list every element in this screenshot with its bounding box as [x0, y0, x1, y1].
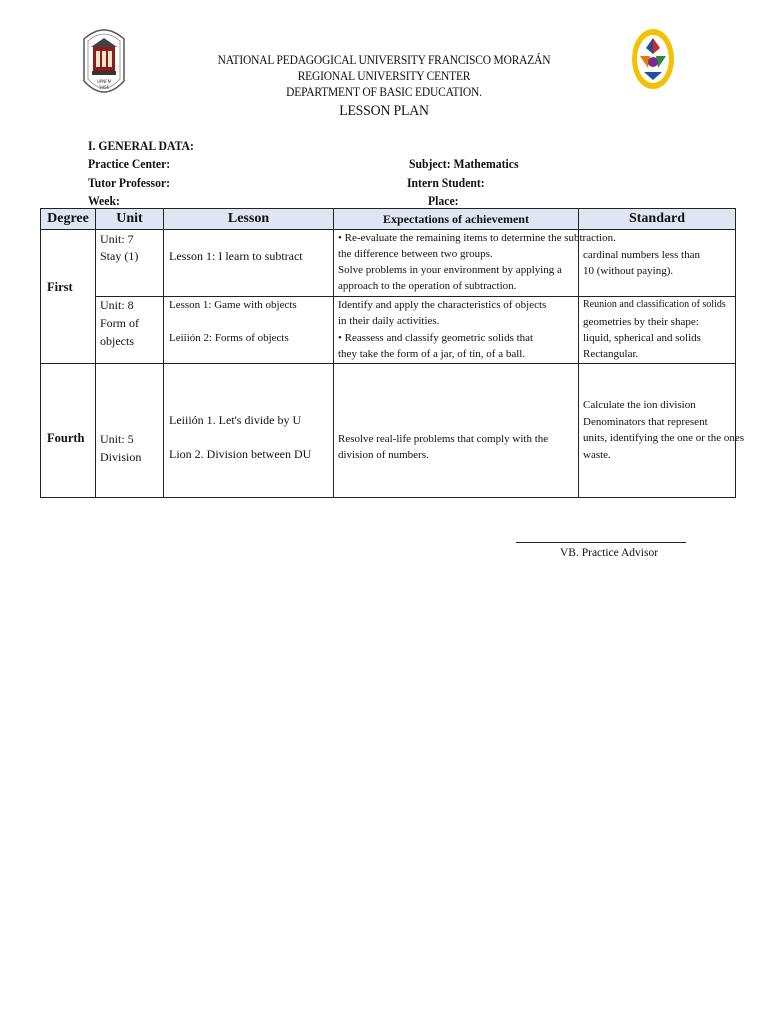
lesson-cell	[164, 230, 334, 297]
unit-text: Form of	[100, 316, 139, 330]
lesson-text: Lesson 1: I learn to subtract	[169, 249, 303, 263]
header-expectations: Expectations of achievement	[334, 209, 579, 230]
expectation-text: in their daily activities.	[338, 315, 440, 327]
expectation-text: Solve problems in your environment by applying a	[338, 264, 562, 276]
degree-cell-fourth	[41, 364, 96, 498]
department-name: DEPARTMENT OF BASIC EDUCATION.	[286, 85, 482, 99]
header-unit: Unit	[96, 209, 164, 230]
standard-text: units, identifying the one or the ones	[583, 432, 744, 444]
general-data-heading: I. GENERAL DATA:	[88, 138, 194, 153]
intern-student-label: Intern Student:	[407, 175, 485, 190]
place-label: Place:	[428, 193, 459, 208]
expectation-text: the difference between two groups.	[338, 248, 493, 260]
unit-text: Stay (1)	[100, 249, 139, 263]
unit-cell	[96, 297, 164, 364]
svg-text:UPNFM: UPNFM	[96, 79, 112, 84]
svg-text:1956: 1956	[98, 85, 110, 90]
expectation-text: Identify and apply the characteristics of objects	[338, 299, 547, 311]
standard-text: 10 (without paying).	[583, 265, 674, 277]
standard-cell	[579, 297, 736, 364]
lesson-plan-table	[40, 208, 744, 498]
expectation-text: • Re-evaluate the remaining items to determine the subtraction.	[338, 232, 616, 244]
subject-label: Subject: Mathematics	[409, 156, 519, 171]
degree-first: First	[47, 280, 73, 294]
expectation-text: they take the form of a jar, of tin, of a ball.	[338, 348, 526, 360]
standard-cell	[579, 364, 744, 498]
lesson-cell	[164, 364, 334, 498]
lesson-text: Lion 2. Division between DU	[169, 447, 312, 461]
standard-text: Rectangular.	[583, 348, 639, 360]
table-row	[41, 364, 736, 498]
unit-cell	[96, 230, 164, 297]
practice-center-label: Practice Center:	[88, 156, 171, 171]
standard-text: liquid, spherical and solids	[583, 332, 701, 344]
expectation-text: approach to the operation of subtraction.	[338, 280, 517, 292]
signature-line	[516, 542, 686, 543]
expectation-text: division of numbers.	[338, 449, 429, 461]
signature-label: VB. Practice Advisor	[560, 547, 659, 559]
document-title: LESSON PLAN	[339, 103, 429, 119]
degree-cell-first	[41, 230, 96, 364]
standard-text: Denominators that represent	[583, 416, 708, 428]
lesson-text: Leiiión 2: Forms of objects	[169, 332, 289, 344]
expectation-text: • Reassess and classify geometric solids that	[338, 332, 534, 344]
expectations-cell	[334, 297, 579, 364]
expectations-cell	[334, 230, 616, 297]
standard-text: Calculate the ion division	[583, 399, 696, 411]
lesson-text: Lesson 1: Game with objects	[169, 299, 297, 311]
table-row	[41, 230, 736, 297]
header-lesson: Lesson	[164, 209, 334, 230]
table-header-row	[41, 209, 736, 230]
unit-cell	[96, 364, 164, 498]
unit-text: Unit: 7	[100, 232, 134, 246]
header-degree: Degree	[41, 209, 96, 230]
unit-text: Unit: 5	[100, 432, 134, 446]
university-name: NATIONAL PEDAGOGICAL UNIVERSITY FRANCISCO MORAZÁN	[217, 53, 551, 67]
unit-text: objects	[100, 334, 134, 348]
standard-text: geometries by their shape:	[583, 316, 699, 328]
table-row	[41, 297, 736, 364]
lesson-text: Leiiión 1. Let's divide by U	[169, 413, 302, 427]
standard-text: cardinal numbers less than	[583, 249, 700, 261]
unit-text: Division	[100, 450, 142, 464]
standard-text: Reunion and classification of solids	[583, 299, 726, 310]
expectation-text: Resolve real-life problems that comply with the	[338, 433, 549, 445]
degree-fourth: Fourth	[47, 431, 85, 445]
week-label: Week:	[88, 193, 120, 208]
tutor-professor-label: Tutor Professor:	[88, 175, 171, 190]
lesson-cell	[164, 297, 334, 364]
header-standard: Standard	[579, 209, 736, 230]
unit-text: Unit: 8	[100, 298, 134, 312]
center-name: REGIONAL UNIVERSITY CENTER	[297, 69, 471, 83]
standard-text: waste.	[583, 449, 611, 461]
expectations-cell	[334, 364, 579, 498]
